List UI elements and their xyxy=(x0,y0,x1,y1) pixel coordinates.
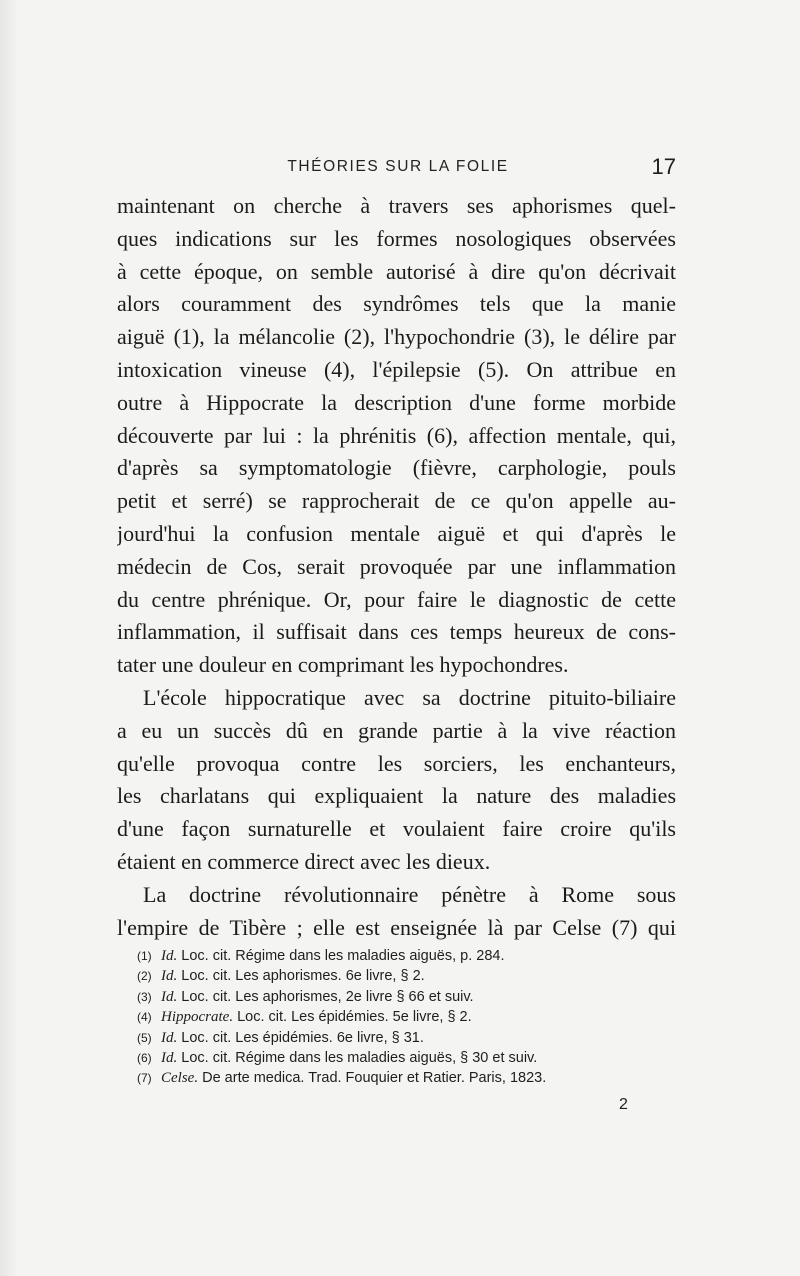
signature-mark: 2 xyxy=(619,1096,628,1113)
footnote-text: Loc. cit. Les épidémies. 6e livre, § 31. xyxy=(181,1029,424,1046)
footnote xyxy=(137,1028,657,1048)
footnote-text: Loc. cit. Les aphorismes. 6e livre, § 2. xyxy=(181,968,425,985)
footnote-author: Hippocrate. xyxy=(161,1009,234,1026)
text-line: petit et serré) se rapprocherait de ce qu'on appelle au- xyxy=(117,488,676,514)
footnote-mark: (3) xyxy=(137,989,152,1004)
text-line: l'empire de Tibère ; elle est enseignée là par Celse (7) qui xyxy=(117,914,676,940)
footnote-mark: (7) xyxy=(137,1071,152,1086)
text-line: aiguë (1), la mélancolie (2), l'hypochondrie (3), le délire par xyxy=(117,324,676,350)
text-line: tater une douleur en comprimant les hypochondres. xyxy=(117,652,569,678)
footnotes xyxy=(137,946,657,1089)
footnote xyxy=(137,966,657,986)
text-line: à cette époque, on semble autorisé à dire qu'on décrivait xyxy=(117,258,676,284)
page-number: 17 xyxy=(651,154,676,179)
text-line: L'école hippocratique avec sa doctrine pituito-biliaire xyxy=(143,684,676,710)
footnote xyxy=(137,1007,657,1027)
running-head xyxy=(118,154,678,184)
text-line: inflammation, il suffisait dans ces temps heureux de cons- xyxy=(117,619,676,645)
footnote-author: Celse. xyxy=(161,1070,199,1087)
footnote-text: Loc. cit. Les aphorismes, 2e livre § 66 et suiv. xyxy=(181,988,474,1005)
text-line: maintenant on cherche à travers ses aphorismes quel- xyxy=(117,193,676,218)
text-line: qu'elle provoqua contre les sorciers, les enchanteurs, xyxy=(117,750,676,776)
text-line: outre à Hippocrate la description d'une forme morbide xyxy=(117,389,676,415)
footnote-text: Loc. cit. Les épidémies. 5e livre, § 2. xyxy=(237,1009,472,1026)
text-line: étaient en commerce direct avec les dieux. xyxy=(117,848,491,874)
body-text xyxy=(117,190,676,944)
footnote-author: Id. xyxy=(161,1049,178,1066)
footnote xyxy=(137,987,657,1007)
footnote-mark: (4) xyxy=(137,1010,152,1025)
text-line: d'après sa symptomatologie (fièvre, carphologie, pouls xyxy=(117,455,676,481)
footnote-author: Id. xyxy=(161,1029,178,1046)
text-line: du centre phrénique. Or, pour faire le diagnostic de cette xyxy=(117,586,676,612)
footnote-mark: (2) xyxy=(137,969,152,984)
text-line: alors couramment des syndrômes tels que la manie xyxy=(117,291,676,317)
footnote xyxy=(137,946,657,966)
footnote-author: Id. xyxy=(161,948,178,964)
text-line: les charlatans qui expliquaient la nature des maladies xyxy=(117,783,676,809)
footnote-mark: (6) xyxy=(137,1050,152,1065)
text-line: La doctrine révolutionnaire pénètre à Rome sous xyxy=(143,881,676,907)
text-line: jourd'hui la confusion mentale aiguë et qui d'après le xyxy=(117,520,676,546)
text-line: d'une façon surnaturelle et voulaient faire croire qu'ils xyxy=(117,816,676,842)
footnote xyxy=(137,1048,657,1068)
running-title: THÉORIES SUR LA FOLIE xyxy=(287,158,509,175)
footnote-text: De arte medica. Trad. Fouquier et Ratier. Paris, 1823. xyxy=(202,1070,547,1087)
footnote-author: Id. xyxy=(161,988,178,1005)
footnote-text: Loc. cit. Régime dans les maladies aiguës, § 30 et suiv. xyxy=(181,1049,538,1066)
text-line: intoxication vineuse (4), l'épilepsie (5). On attribue en xyxy=(117,356,676,382)
text-line: découverte par lui : la phrénitis (6), affection mentale, qui, xyxy=(117,422,676,448)
footnote-mark: (1) xyxy=(137,949,152,963)
footnote-text: Loc. cit. Régime dans les maladies aiguës, p. 284. xyxy=(181,948,505,964)
text-line: a eu un succès dû en grande partie à la vive réaction xyxy=(117,717,676,743)
footnote-author: Id. xyxy=(161,968,178,985)
footnote xyxy=(137,1068,657,1088)
text-line: ques indications sur les formes nosologiques observées xyxy=(117,225,676,251)
footnote-mark: (5) xyxy=(137,1030,152,1045)
text-line: médecin de Cos, serait provoquée par une inflammation xyxy=(117,553,676,579)
